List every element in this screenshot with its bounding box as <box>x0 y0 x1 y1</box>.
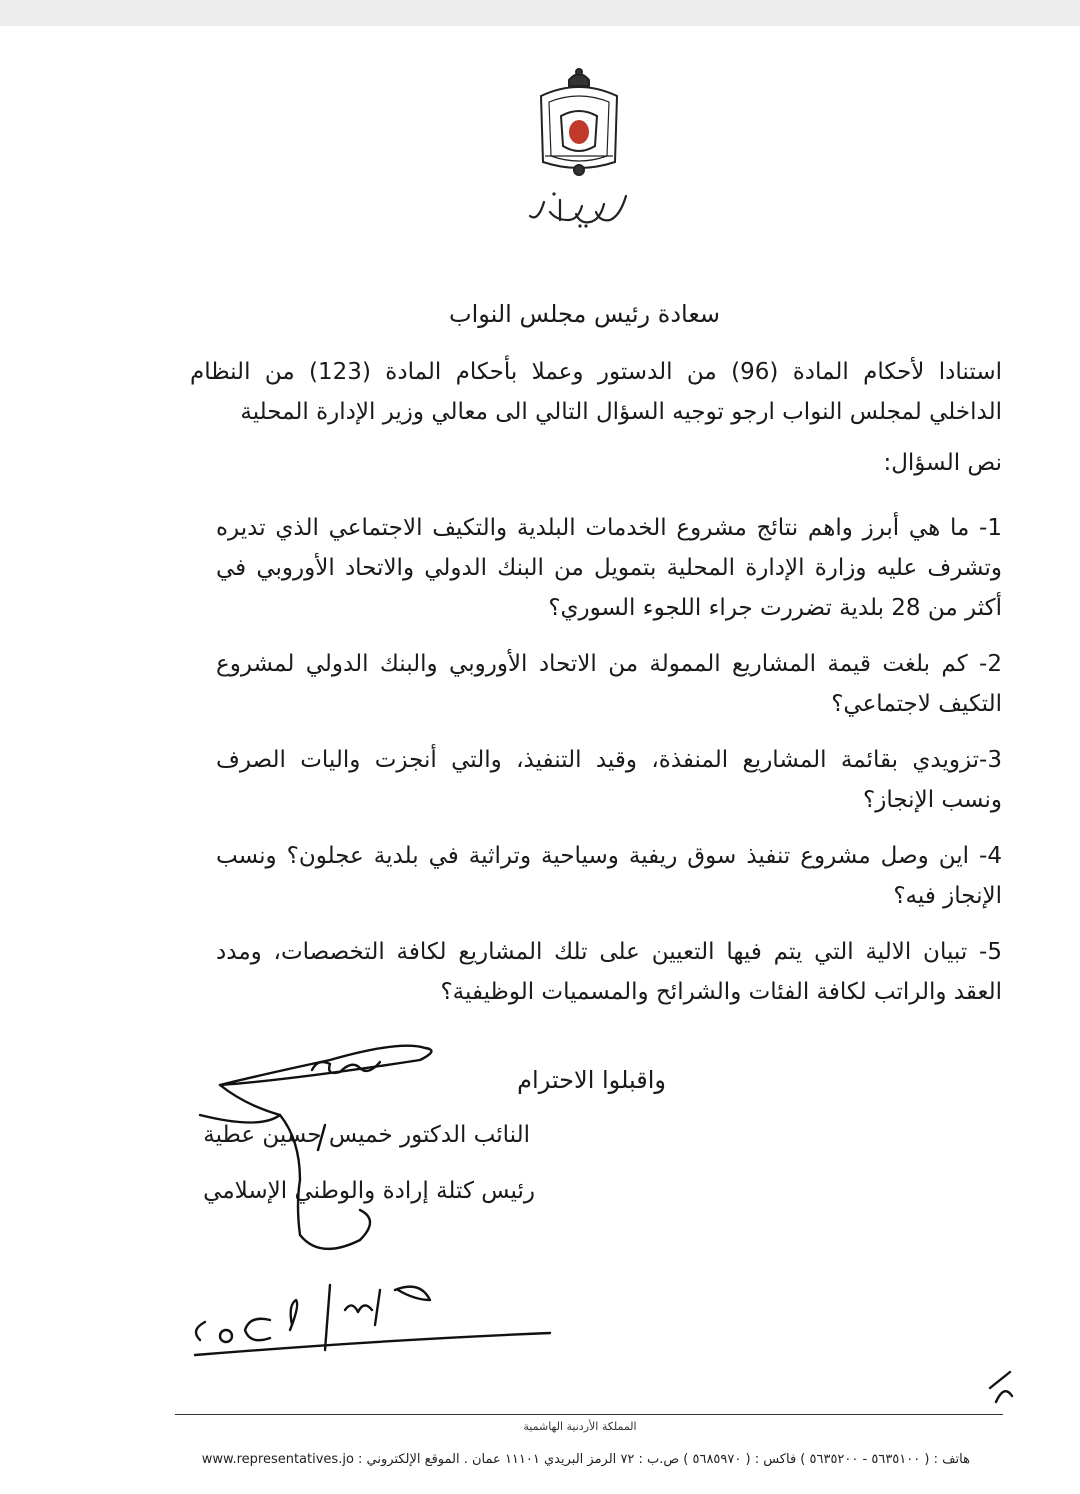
question-item: 4- اين وصل مشروع تنفيذ سوق ريفية وسياحية وتراثية في بلدية عجلون؟ ونسب الإنجاز فيه؟ <box>216 843 1002 909</box>
intro-paragraph: استنادا لأحكام المادة (96) من الدستور وعملا بأحكام المادة (123) من النظام الداخلي لمجلس النواب ارجو توجيه السؤال التالي الى معالي وزير الإدارة المحلية <box>190 359 1002 425</box>
signatory-title: رئيس كتلة إرادة والوطني الإسلامي <box>203 1178 535 1204</box>
top-bar <box>0 0 1080 26</box>
footer-kingdom-name: المملكة الأردنية الهاشمية <box>523 1420 637 1433</box>
signatory-name: النائب الدكتور خميس حسين عطية <box>203 1122 530 1148</box>
closing: واقبلوا الاحترام <box>517 1066 666 1094</box>
footer-contact-info: هاتف : ( ٥٦٣٥١٠٠ - ٥٦٣٥٢٠٠ ) فاكس : ( ٥٦٨٥٩٧٠ ) ص.ب : ٧٢ الرمز البريدي ١١١٠١ عمان . الموقع الإلكتروني : www.representatives.jo <box>201 1452 970 1467</box>
salutation: سعادة رئيس مجلس النواب <box>448 300 720 328</box>
questions-list <box>216 508 1002 1028</box>
jordan-coat-of-arms-icon <box>535 66 623 178</box>
question-item: 5- تبيان الالية التي يتم فيها التعيين على تلك المشاريع لكافة التخصصات، ومدد العقد والراتب لكافة الفئات والشرائح والمسميات الوظيفية؟ <box>216 939 1002 1005</box>
question-item: 1- ما هي أبرز واهم نتائج مشروع الخدمات البلدية والتكيف الاجتماعي الذي تديره وتشرف عليه وزارة الإدارة المحلية بتمويل من البنك الدولي والاتحاد الأوروبي في أكثر من 28 بلدية تضررت جراء اللجوء السوري؟ <box>216 515 1002 621</box>
questions-heading: نص السؤال: <box>883 450 1002 476</box>
question-item: 3-تزويدي بقائمة المشاريع المنفذة، وقيد التنفيذ، والتي أنجزت واليات الصرف ونسب الإنجاز؟ <box>216 747 1002 813</box>
question-item: 2- كم بلغت قيمة المشاريع الممولة من الاتحاد الأوروبي والبنك الدولي لمشروع التكيف لاجتماعي؟ <box>216 651 1002 717</box>
footer-divider <box>175 1414 1003 1415</box>
masthead-calligraphy <box>520 186 640 232</box>
